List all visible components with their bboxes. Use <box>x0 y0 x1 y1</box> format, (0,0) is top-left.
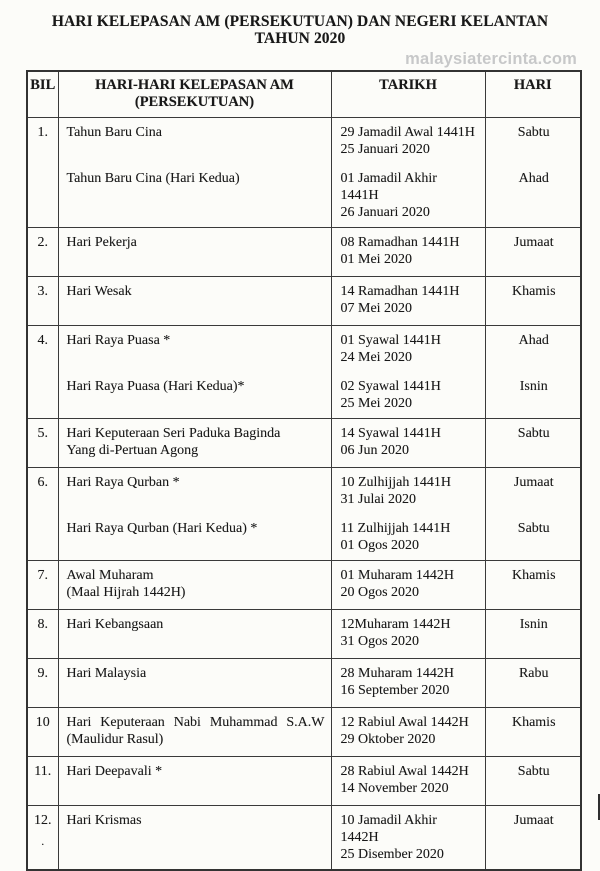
header-name-line2: (PERSEKUTUAN) <box>134 94 255 110</box>
table-row <box>27 805 581 870</box>
tarikh-cell <box>331 756 485 805</box>
hari-value: Khamis <box>511 283 556 299</box>
watermark: malaysiatercinta.com <box>405 50 577 68</box>
tarikh-cell <box>331 325 485 418</box>
holiday-name-cell <box>58 418 331 467</box>
tarikh-hijri: 12Muharam 1442H <box>340 616 451 632</box>
bil-value: 1. <box>37 124 48 140</box>
tarikh-cell <box>331 418 485 467</box>
holiday-name-cell <box>58 227 331 276</box>
holiday-name-cell <box>58 560 331 609</box>
holiday-name: Hari Raya Puasa * <box>66 332 171 348</box>
tarikh-hijri: 02 Syawal 1441H <box>340 378 441 394</box>
tarikh-masihi: 14 November 2020 <box>340 780 449 796</box>
holiday-name: Hari Wesak <box>66 283 132 299</box>
tarikh-cell <box>331 467 485 560</box>
tarikh-hijri: 29 Jamadil Awal 1441H <box>340 124 475 140</box>
hari-value: Isnin <box>519 378 548 394</box>
bil-value: 10 <box>35 714 50 730</box>
table-row <box>27 560 581 609</box>
holiday-name: Hari Raya Puasa (Hari Kedua)* <box>66 378 245 394</box>
tarikh-entry <box>341 474 479 520</box>
tarikh-masihi: 29 Oktober 2020 <box>340 731 436 747</box>
holiday-name-line2: Yang di-Pertuan Agong <box>66 442 199 458</box>
hari-cell <box>485 418 581 467</box>
hari-cell <box>485 707 581 756</box>
hari-cell <box>485 805 581 870</box>
bil-cell <box>27 658 58 707</box>
table-row <box>27 707 581 756</box>
holiday-name-cell <box>58 707 331 756</box>
tarikh-masihi: 16 September 2020 <box>340 682 450 698</box>
bil-value: 4. <box>37 332 48 348</box>
table-row <box>27 658 581 707</box>
tarikh-cell <box>331 805 485 870</box>
page-title <box>0 13 600 47</box>
hari-value: Sabtu <box>517 763 550 779</box>
tarikh-entry <box>341 124 479 170</box>
bil-cell <box>27 227 58 276</box>
holiday-name-cell <box>58 609 331 658</box>
hari-cell <box>485 658 581 707</box>
table-row <box>27 325 581 418</box>
hari-value: Khamis <box>511 567 556 583</box>
holiday-name-cell <box>58 658 331 707</box>
hari-value: Isnin <box>519 616 548 632</box>
bil-cell <box>27 276 58 325</box>
hari-value: Jumaat <box>513 812 554 828</box>
bil-value: 9. <box>37 665 48 681</box>
tarikh-masihi: 07 Mei 2020 <box>340 300 413 316</box>
bil-cell <box>27 418 58 467</box>
tarikh-hijri: 10 Zulhijjah 1441H <box>340 474 451 490</box>
hari-value: Ahad <box>518 332 549 348</box>
tarikh-masihi: 25 Mei 2020 <box>340 395 413 411</box>
holiday-name-cell <box>58 325 331 418</box>
holiday-name: Tahun Baru Cina <box>66 124 162 140</box>
tarikh-entry <box>341 520 479 554</box>
tarikh-hijri: 28 Muharam 1442H <box>340 665 455 681</box>
tarikh-hijri: 01 Jamadil Akhir 1441H <box>340 170 437 203</box>
bil-cell <box>27 117 58 227</box>
hari-cell <box>485 117 581 227</box>
tarikh-cell <box>331 658 485 707</box>
tarikh-hijri: 01 Muharam 1442H <box>340 567 455 583</box>
holiday-name: Hari Krismas <box>66 812 142 828</box>
hari-value: Khamis <box>511 714 556 730</box>
tarikh-cell <box>331 227 485 276</box>
table-row <box>27 227 581 276</box>
bil-cell <box>27 609 58 658</box>
hari-value: Rabu <box>518 665 549 681</box>
hari-cell <box>485 609 581 658</box>
holiday-name: Hari Pekerja <box>66 234 137 250</box>
tarikh-masihi: 31 Ogos 2020 <box>340 633 420 649</box>
bil-value: 11. <box>34 763 52 779</box>
tarikh-cell <box>331 707 485 756</box>
holiday-name: Hari Deepavali * <box>66 763 163 779</box>
hari-value: Sabtu <box>517 425 550 441</box>
tarikh-masihi: 01 Ogos 2020 <box>340 537 420 553</box>
bil-cell <box>27 560 58 609</box>
bil-cell <box>27 325 58 418</box>
hari-cell <box>485 227 581 276</box>
hari-value: Ahad <box>518 170 549 186</box>
holiday-name: Hari Raya Qurban (Hari Kedua) * <box>66 520 258 536</box>
holiday-name-cell <box>58 276 331 325</box>
bil-value: 6. <box>37 474 48 490</box>
tarikh-masihi: 01 Mei 2020 <box>340 251 413 267</box>
holiday-name-line2: (Maal Hijrah 1442H) <box>66 584 186 600</box>
tarikh-masihi: 24 Mei 2020 <box>340 349 413 365</box>
bil-value: 3. <box>37 283 48 299</box>
table-row <box>27 418 581 467</box>
tarikh-entry <box>341 378 479 412</box>
bil-value: 2. <box>37 234 48 250</box>
tarikh-masihi: 06 Jun 2020 <box>340 442 409 458</box>
holiday-name-cell <box>58 756 331 805</box>
tarikh-entry <box>341 170 479 221</box>
holiday-name: Hari Kebangsaan <box>66 616 164 632</box>
tarikh-masihi: 26 Januari 2020 <box>340 204 430 220</box>
holiday-name: Hari Malaysia <box>66 665 147 681</box>
header-bil: BIL <box>27 71 58 117</box>
bil-cell <box>27 756 58 805</box>
holiday-name-line2: (Maulidur Rasul) <box>66 731 164 747</box>
bil-cell <box>27 467 58 560</box>
tarikh-hijri: 10 Jamadil Akhir 1442H <box>340 812 437 845</box>
holiday-name: Hari Keputeraan Seri Paduka Baginda <box>66 425 281 441</box>
tarikh-cell <box>331 276 485 325</box>
tarikh-masihi: 31 Julai 2020 <box>340 491 416 507</box>
hari-value: Jumaat <box>513 474 554 490</box>
bil-stray-mark: . <box>41 833 45 848</box>
tarikh-cell <box>331 117 485 227</box>
tarikh-hijri: 11 Zulhijjah 1441H <box>340 520 451 536</box>
tarikh-masihi: 20 Ogos 2020 <box>340 584 420 600</box>
hari-cell <box>485 756 581 805</box>
tarikh-masihi: 25 Disember 2020 <box>340 846 444 862</box>
tarikh-cell <box>331 609 485 658</box>
page-title-line1: HARI KELEPASAN AM (PERSEKUTUAN) DAN NEGERI KELANTAN <box>51 13 549 30</box>
holiday-name-cell <box>58 805 331 870</box>
holiday-name: Hari Raya Qurban * <box>66 474 180 490</box>
bil-cell <box>27 805 58 870</box>
hari-cell <box>485 467 581 560</box>
holiday-name-cell <box>58 467 331 560</box>
holiday-name: Hari Keputeraan Nabi Muhammad S.A.W <box>66 714 325 730</box>
table-row <box>27 609 581 658</box>
tarikh-hijri: 12 Rabiul Awal 1442H <box>340 714 469 730</box>
holiday-name: Awal Muharam <box>66 567 154 583</box>
tarikh-cell <box>331 560 485 609</box>
bil-cell <box>27 707 58 756</box>
bil-value: 7. <box>37 567 48 583</box>
holiday-name: Tahun Baru Cina (Hari Kedua) <box>66 170 240 186</box>
bil-value: 12. <box>34 812 52 828</box>
tarikh-hijri: 01 Syawal 1441H <box>340 332 441 348</box>
table-row <box>27 756 581 805</box>
table-row <box>27 117 581 227</box>
header-name <box>58 71 331 117</box>
hari-value: Jumaat <box>513 234 554 250</box>
table-row <box>27 467 581 560</box>
header-hari: HARI <box>485 71 581 117</box>
tarikh-masihi: 25 Januari 2020 <box>340 141 430 157</box>
holidays-table <box>26 70 582 871</box>
tarikh-hijri: 08 Ramadhan 1441H <box>340 234 460 250</box>
tarikh-entry <box>341 332 479 378</box>
hari-cell <box>485 560 581 609</box>
tarikh-hijri: 28 Rabiul Awal 1442H <box>340 763 469 779</box>
header-tarikh: TARIKH <box>331 71 485 117</box>
tarikh-hijri: 14 Ramadhan 1441H <box>340 283 460 299</box>
hari-cell <box>485 276 581 325</box>
holiday-name-cell <box>58 117 331 227</box>
bil-value: 5. <box>37 425 48 441</box>
bil-value: 8. <box>37 616 48 632</box>
page-title-line2: TAHUN 2020 <box>254 30 346 47</box>
hari-value: Sabtu <box>517 124 550 140</box>
hari-value: Sabtu <box>517 520 550 536</box>
hari-cell <box>485 325 581 418</box>
tarikh-hijri: 14 Syawal 1441H <box>340 425 441 441</box>
table-row <box>27 276 581 325</box>
header-row <box>27 71 581 117</box>
header-name-line1: HARI-HARI KELEPASAN AM <box>95 77 294 93</box>
